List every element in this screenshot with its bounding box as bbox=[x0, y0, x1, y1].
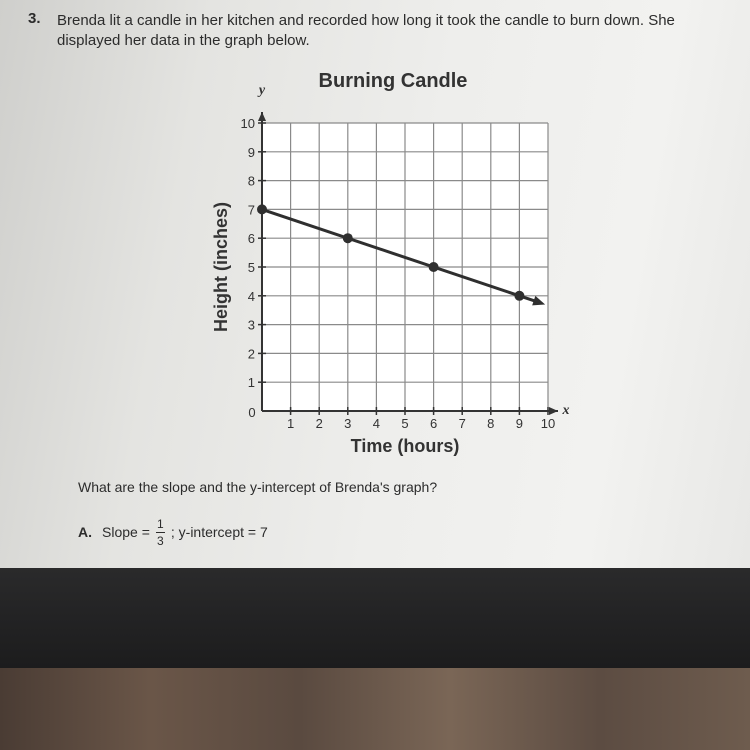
question-number: 3. bbox=[28, 10, 41, 27]
origin-label: 0 bbox=[248, 405, 256, 420]
x-tick-label: 8 bbox=[487, 416, 495, 431]
plot-area bbox=[241, 112, 558, 431]
y-tick-label: 6 bbox=[247, 231, 255, 247]
fraction-numerator: 1 bbox=[157, 516, 164, 531]
slope-fraction bbox=[156, 517, 165, 548]
x-tick-label: 10 bbox=[540, 416, 556, 431]
fraction-bar bbox=[156, 532, 165, 533]
intercept-text: ; y-intercept = 7 bbox=[170, 524, 268, 540]
data-point bbox=[343, 233, 353, 243]
chart-title: Burning Candle bbox=[318, 70, 468, 92]
y-axis-name: y bbox=[258, 83, 266, 98]
x-axis-arrow bbox=[549, 407, 558, 415]
data-point bbox=[257, 204, 267, 214]
data-point bbox=[429, 262, 439, 272]
y-tick-label: 5 bbox=[247, 260, 255, 275]
x-tick-label: 5 bbox=[401, 416, 409, 431]
desk-surface bbox=[0, 668, 750, 750]
y-tick-label: 2 bbox=[247, 346, 255, 362]
choice-letter: A. bbox=[78, 524, 92, 540]
y-tick-label: 4 bbox=[247, 288, 255, 304]
x-tick-label: 1 bbox=[286, 416, 295, 431]
answer-choice-a[interactable] bbox=[78, 512, 268, 552]
x-tick-label: 7 bbox=[458, 416, 466, 431]
slope-label: Slope = bbox=[102, 524, 150, 540]
y-axis-label: Height (inches) bbox=[211, 201, 231, 333]
y-tick-label: 8 bbox=[247, 173, 255, 189]
x-tick-label: 3 bbox=[344, 416, 352, 431]
question-prompt: What are the slope and the y-intercept of Brenda's graph? bbox=[78, 479, 438, 495]
question-text: Brenda lit a candle in her kitchen and recorded how long it took the candle to burn down. She displayed her data in the graph below. bbox=[57, 12, 675, 49]
y-tick-label: 1 bbox=[247, 375, 255, 391]
y-tick-label: 10 bbox=[240, 116, 255, 131]
fraction-denominator: 3 bbox=[157, 533, 164, 548]
y-tick-label: 9 bbox=[247, 144, 255, 160]
data-point bbox=[514, 291, 524, 301]
x-axis-label: Time (hours) bbox=[350, 436, 460, 456]
x-tick-label: 4 bbox=[372, 416, 381, 431]
x-axis-name: x bbox=[562, 403, 570, 418]
x-tick-label: 9 bbox=[515, 416, 524, 431]
y-tick-label: 3 bbox=[247, 317, 255, 333]
y-axis-arrow bbox=[258, 112, 266, 121]
monitor-bezel bbox=[0, 568, 750, 668]
x-tick-label: 2 bbox=[315, 416, 323, 431]
x-tick-label: 6 bbox=[429, 416, 438, 431]
y-tick-label: 7 bbox=[247, 202, 255, 218]
